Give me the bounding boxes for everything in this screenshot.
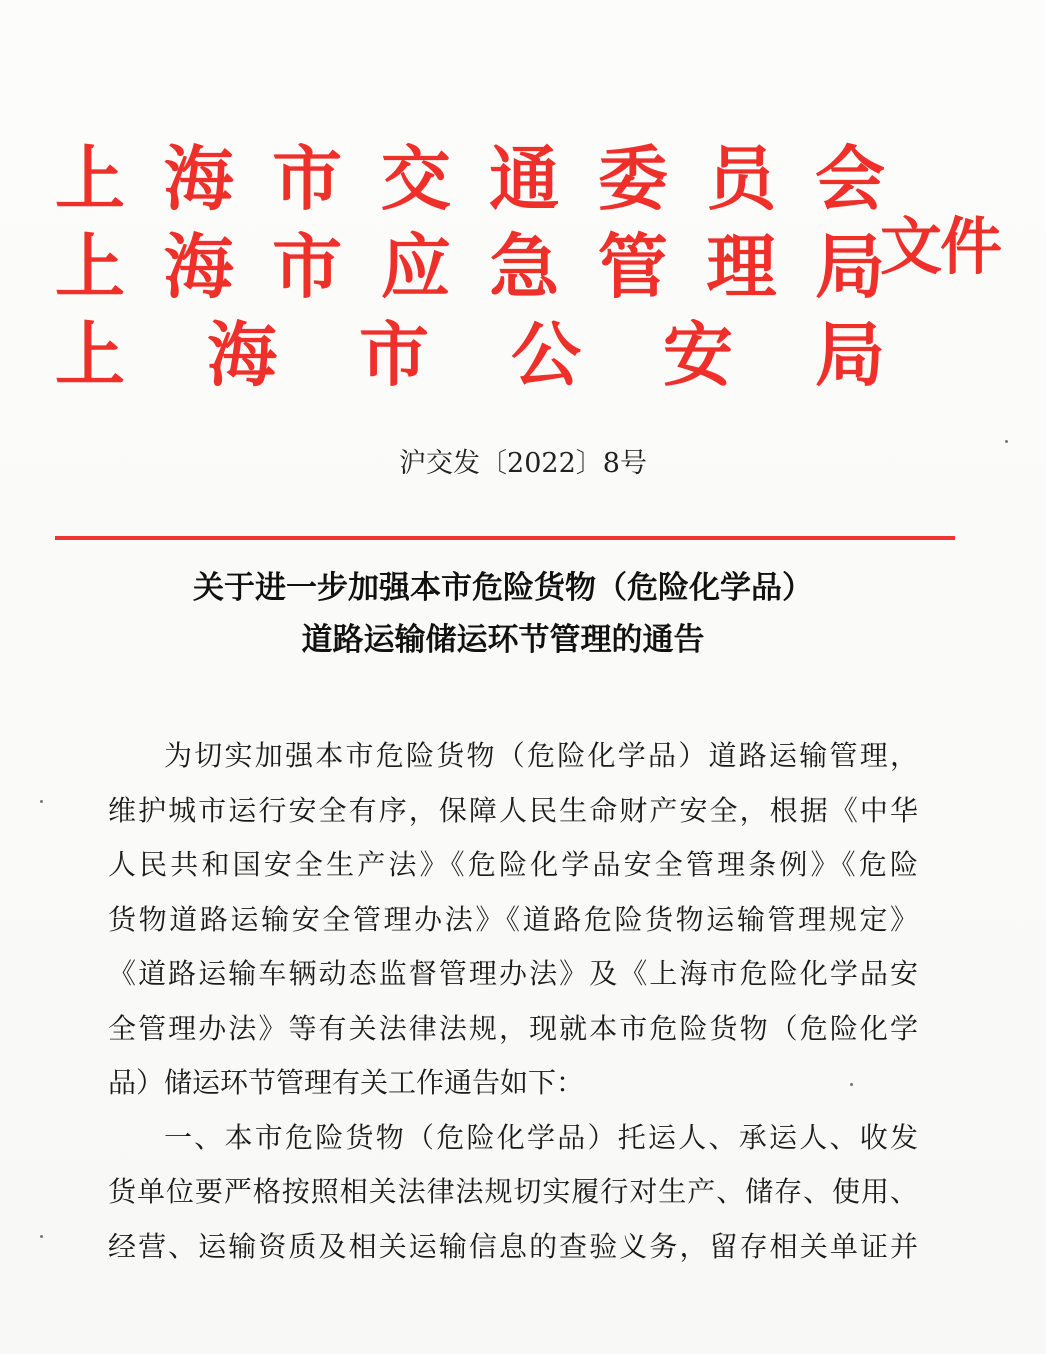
- body-line: 货物道路运输安全管理办法》《道路危险货物运输管理规定》: [108, 902, 918, 936]
- body-line: 品）储运环节管理有关工作通告如下：: [108, 1066, 585, 1099]
- scan-speck: [40, 800, 43, 803]
- body-line: 货单位要严格按照相关法律法规切实履行对生产、储存、使用、: [108, 1175, 918, 1208]
- body-line: 一、本市危险货物（危险化学品）托运人、承运人、收发: [164, 1120, 918, 1154]
- body-line: 《道路运输车辆动态监督管理办法》及《上海市危险化学品安: [108, 957, 918, 990]
- issuer-char: 海: [163, 137, 234, 220]
- issuer-char: 急: [489, 225, 560, 308]
- notice-body: [108, 729, 918, 1274]
- issuer-char: 交: [380, 137, 451, 220]
- scan-speck: [40, 1235, 43, 1238]
- issuer-char: 局: [815, 313, 885, 396]
- issuer-line-emergency-bureau: [55, 223, 885, 311]
- body-line: 经营、运输资质及相关运输信息的查验义务，留存相关单证并: [108, 1229, 918, 1263]
- document-type-label: 文件: [880, 210, 1001, 283]
- issuer-char: 局: [814, 225, 885, 308]
- issuing-agencies: [55, 135, 885, 399]
- title-line-1: 关于进一步加强本市危险货物（危险化学品）: [193, 570, 813, 606]
- scan-speck: [1005, 440, 1008, 443]
- issuer-char: 上: [55, 225, 125, 308]
- issuer-char: 海: [163, 225, 234, 308]
- red-divider-line: [55, 536, 955, 540]
- notice-title: [0, 562, 1006, 666]
- issuer-char: 安: [663, 313, 733, 396]
- issuer-char: 公: [511, 313, 581, 396]
- body-line: 人民共和国安全生产法》《危险化学品安全管理条例》《危险: [108, 848, 918, 881]
- issuer-char: 上: [55, 137, 125, 220]
- title-line-2: 道路运输储运环节管理的通告: [301, 622, 705, 658]
- body-line: 为切实加强本市危险货物（危险化学品）道路运输管理，: [164, 739, 918, 772]
- issuer-char: 市: [359, 313, 429, 396]
- issuer-char: 上: [55, 313, 125, 396]
- issuer-char: 会: [814, 137, 885, 220]
- issuer-char: 海: [207, 313, 277, 396]
- issuer-line-transport-commission: [55, 135, 885, 223]
- issuer-char: 应: [380, 225, 451, 308]
- body-line: 维护城市运行安全有序，保障人民生命财产安全，根据《中华: [108, 793, 918, 827]
- document-number: 沪交发〔2022〕8号: [399, 448, 647, 479]
- issuer-char: 市: [272, 137, 343, 220]
- issuer-char: 管: [597, 225, 668, 308]
- scan-speck: [850, 1083, 853, 1086]
- issuer-char: 员: [706, 137, 777, 220]
- issuer-line-public-security-bureau: [55, 311, 885, 399]
- issuer-char: 理: [706, 225, 777, 308]
- issuer-char: 委: [597, 137, 668, 220]
- body-line: 全管理办法》等有关法律法规，现就本市危险货物（危险化学: [108, 1011, 918, 1045]
- issuer-char: 通: [489, 137, 560, 220]
- issuer-char: 市: [272, 225, 343, 308]
